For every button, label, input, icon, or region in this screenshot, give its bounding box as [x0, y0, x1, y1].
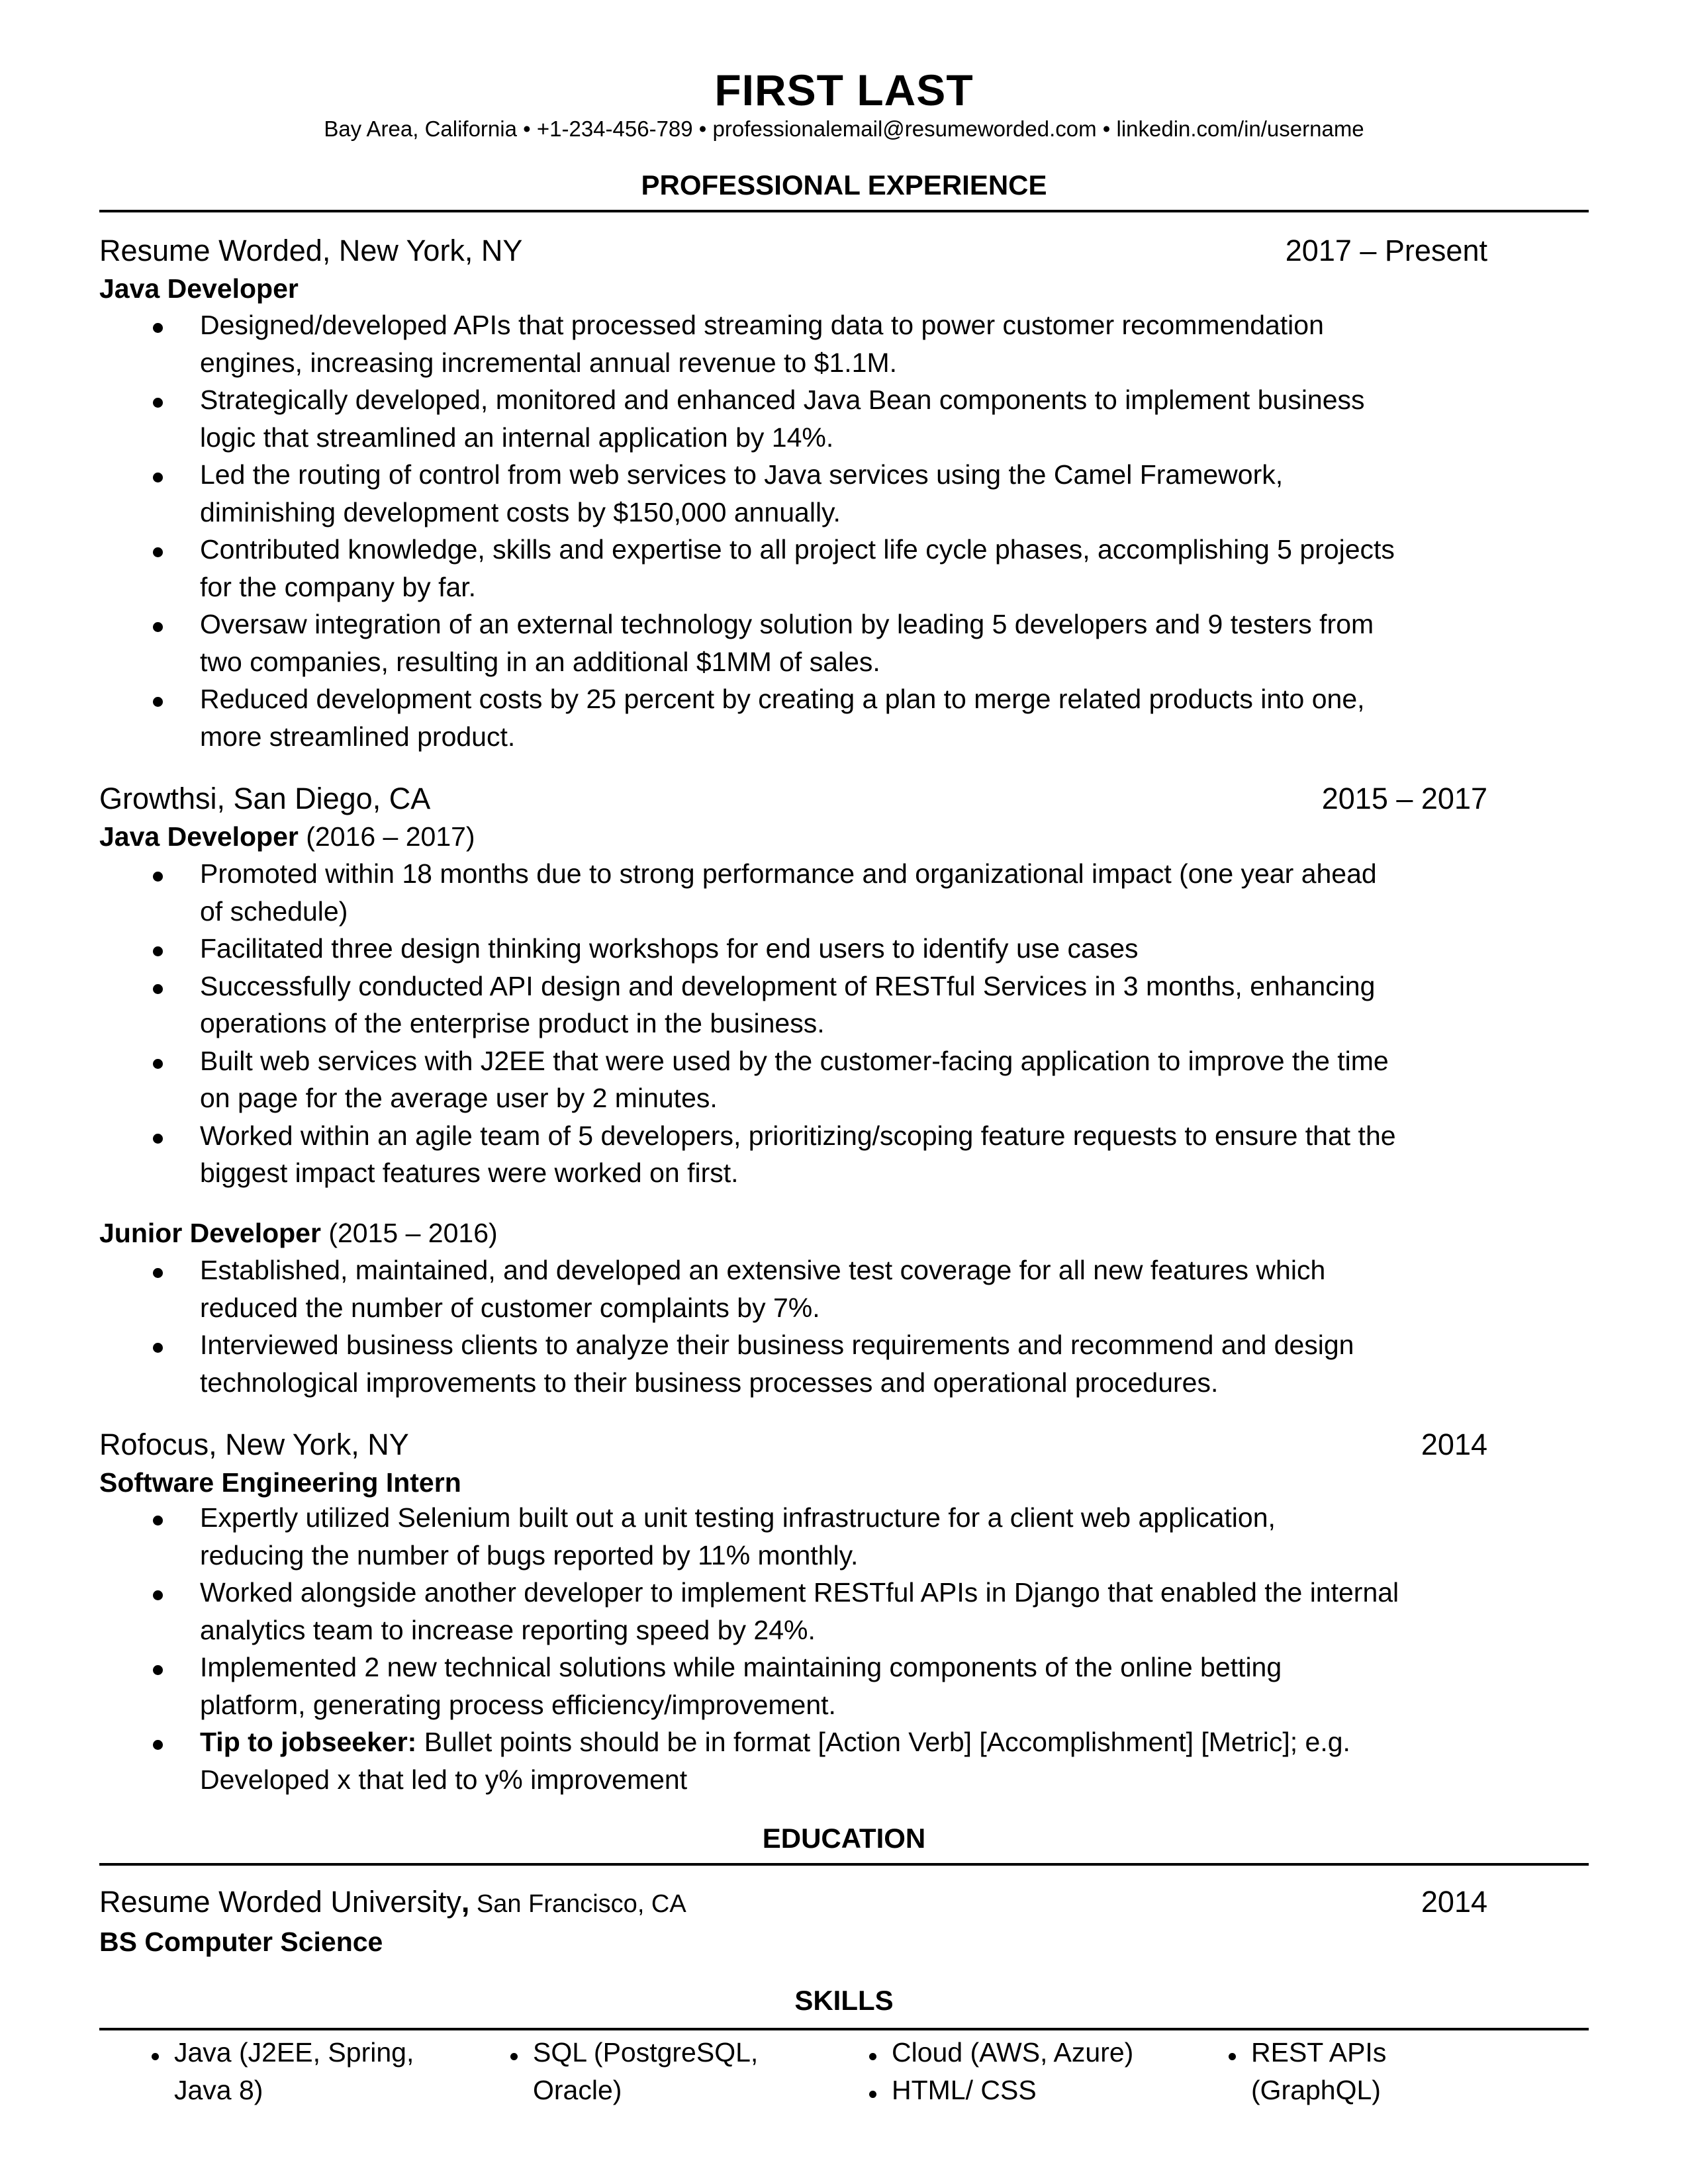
bullet-text: Successfully conducted API design and development of RESTful Services in 3 months, enhancing [200, 970, 1376, 1001]
bullet-icon [153, 622, 163, 632]
skill-item: SQL (PostgreSQL, [533, 2037, 759, 2068]
skill-item: Java 8) [174, 2075, 263, 2105]
bullet-text: Worked alongside another developer to implement RESTful APIs in Django that enabled the internal [200, 1577, 1399, 1608]
job-title-text: Junior Developer [99, 1218, 321, 1248]
bullet-text: technological improvements to their business processes and operational procedures. [200, 1367, 1219, 1398]
role-period: (2015 – 2016) [328, 1218, 498, 1248]
bullet-icon [153, 1516, 163, 1525]
tip-label: Tip to jobseeker: [200, 1727, 417, 1757]
bullet-text: of schedule) [200, 895, 348, 927]
bullet-text: Worked within an agile team of 5 developers, prioritizing/scoping feature requests to ensure that the [200, 1120, 1396, 1151]
bullet-text: operations of the enterprise product in the business. [200, 1008, 825, 1038]
contact-line: Bay Area, California • +1-234-456-789 • professionalemail@resumeworded.com • linkedin.com/in/username [324, 116, 1364, 141]
job-title [99, 273, 299, 304]
education-year: 2014 [1421, 1885, 1487, 1919]
bullet-icon [153, 1268, 163, 1278]
skill-item: Oracle) [533, 2075, 622, 2105]
bullet-text: logic that streamlined an internal application by 14%. [200, 422, 834, 453]
bullet-icon [153, 1740, 163, 1750]
company-location: Growthsi, San Diego, CA [99, 782, 431, 815]
bullet-text: analytics team to increase reporting speed by 24%. [200, 1614, 816, 1645]
school-location: San Francisco, CA [469, 1890, 686, 1918]
skill-bullet-icon [152, 2053, 159, 2060]
bullet-icon [153, 473, 163, 482]
role-period: (2016 – 2017) [306, 821, 475, 852]
bullet-text: platform, generating process efficiency/improvement. [200, 1689, 836, 1720]
employment-dates: 2015 – 2017 [1321, 782, 1487, 815]
bullet-text: Implemented 2 new technical solutions while maintaining components of the online betting [200, 1652, 1282, 1682]
section-heading-experience: PROFESSIONAL EXPERIENCE [641, 169, 1047, 201]
company-location: Resume Worded, New York, NY [99, 234, 523, 267]
skill-bullet-icon [869, 2053, 876, 2060]
bullet-text: for the company by far. [200, 571, 477, 602]
bullet-text [200, 1727, 1350, 1758]
skill-bullet-icon [869, 2091, 876, 2098]
bullet-icon [153, 323, 163, 333]
bullet-text: Interviewed business clients to analyze their business requirements and recommend and design [200, 1330, 1354, 1360]
candidate-name: FIRST LAST [714, 66, 974, 114]
bullet-text: Led the routing of control from web services to Java services using the Camel Framework, [200, 459, 1284, 490]
bullet-icon [153, 872, 163, 882]
bullet-icon [153, 1343, 163, 1353]
job-title [99, 1218, 498, 1249]
section-divider [99, 2028, 1589, 2030]
job-title-text: Software Engineering Intern [99, 1467, 461, 1498]
job-title-text: Java Developer [99, 273, 299, 304]
bullet-text: reducing the number of bugs reported by 11% monthly. [200, 1539, 859, 1570]
skill-item: Java (J2EE, Spring, [174, 2037, 414, 2068]
bullet-text: Designed/developed APIs that processed streaming data to power customer recommendation [200, 310, 1324, 340]
tip-text: Bullet points should be in format [Action Verb] [Accomplishment] [Metric]; e.g. [416, 1727, 1350, 1757]
job-title [99, 821, 475, 852]
bullet-text: Strategically developed, monitored and enhanced Java Bean components to implement business [200, 385, 1365, 415]
bullet-icon [153, 984, 163, 994]
job-title-text: Java Developer [99, 821, 299, 852]
bullet-icon [153, 398, 163, 408]
bullet-icon [153, 1059, 163, 1069]
bullet-text: two companies, resulting in an additional $1MM of sales. [200, 646, 880, 677]
bullet-text: more streamlined product. [200, 721, 516, 752]
section-divider [99, 210, 1589, 212]
section-divider [99, 1863, 1589, 1866]
company-location: Rofocus, New York, NY [99, 1428, 409, 1461]
bullet-icon [153, 946, 163, 956]
bullet-icon [153, 1590, 163, 1600]
skill-item: (GraphQL) [1251, 2075, 1381, 2105]
bullet-text: Expertly utilized Selenium built out a unit testing infrastructure for a client web application, [200, 1502, 1276, 1533]
section-heading-education: EDUCATION [762, 1823, 926, 1854]
skill-item: HTML/ CSS [892, 2075, 1037, 2105]
bullet-text: Developed x that led to y% improvement [200, 1764, 688, 1795]
bullet-text: Oversaw integration of an external technology solution by leading 5 developers and 9 testers from [200, 609, 1374, 639]
bullet-text: biggest impact features were worked on first. [200, 1158, 739, 1188]
employment-dates: 2014 [1421, 1428, 1487, 1461]
bullet-icon [153, 1665, 163, 1675]
bullet-text: Established, maintained, and developed an extensive test coverage for all new features which [200, 1255, 1326, 1285]
employment-dates: 2017 – Present [1285, 234, 1487, 267]
school-comma: , [461, 1885, 470, 1919]
bullet-text: engines, increasing incremental annual revenue to $1.1M. [200, 347, 897, 378]
bullet-text: diminishing development costs by $150,000 annually. [200, 496, 841, 527]
job-title [99, 1467, 461, 1498]
school-name: Resume Worded University [99, 1885, 461, 1919]
bullet-icon [153, 697, 163, 707]
bullet-text: reduced the number of customer complaints by 7%. [200, 1292, 820, 1323]
bullet-text: on page for the average user by 2 minutes. [200, 1083, 718, 1113]
education-degree: BS Computer Science [99, 1927, 383, 1957]
bullet-text: Promoted within 18 months due to strong performance and organizational impact (one year ahead [200, 858, 1377, 889]
bullet-text: Contributed knowledge, skills and expertise to all project life cycle phases, accomplishing 5 projects [200, 534, 1395, 565]
bullet-text: Built web services with J2EE that were used by the customer-facing application to improve the time [200, 1045, 1389, 1076]
section-heading-skills: SKILLS [794, 1985, 894, 2016]
education-school-line [99, 1885, 686, 1919]
skill-item: REST APIs [1251, 2037, 1387, 2068]
bullet-text: Reduced development costs by 25 percent by creating a plan to merge related products into one, [200, 684, 1365, 714]
bullet-icon [153, 1134, 163, 1144]
skill-bullet-icon [1229, 2053, 1236, 2060]
bullet-icon [153, 547, 163, 557]
bullet-text: Facilitated three design thinking workshops for end users to identify use cases [200, 933, 1139, 964]
skill-bullet-icon [510, 2053, 518, 2060]
skill-item: Cloud (AWS, Azure) [892, 2037, 1134, 2068]
